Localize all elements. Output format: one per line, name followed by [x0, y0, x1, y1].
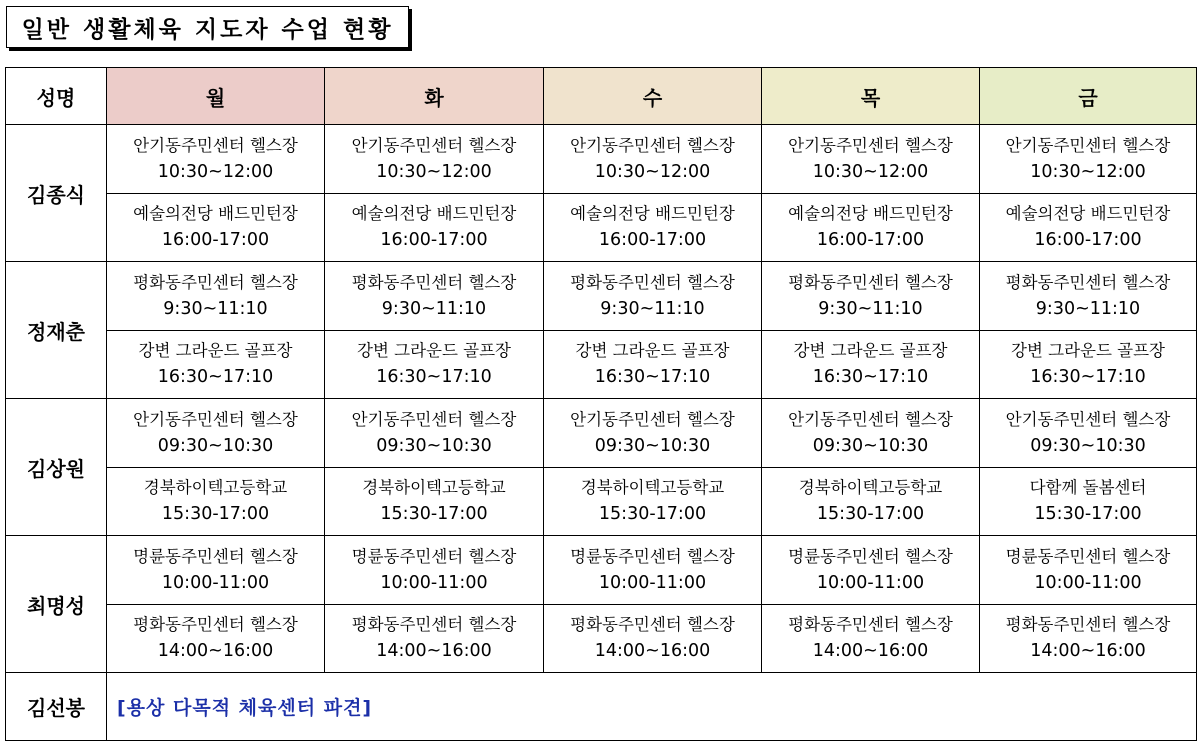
class-slot [544, 399, 762, 468]
slot-place: 강변 그라운드 골프장 [575, 341, 730, 361]
class-slot [107, 399, 325, 468]
class-slot [762, 330, 980, 399]
page-title: 일반 생활체육 지도자 수업 현황 [21, 16, 394, 43]
instructor-name: 김선봉 [6, 673, 107, 741]
slot-time: 16:00-17:00 [161, 230, 270, 251]
slot-time: 09:30~10:30 [157, 435, 274, 456]
slot-time: 16:00-17:00 [1034, 230, 1142, 251]
slot-place: 예술의전당 배드민턴장 [133, 204, 298, 224]
slot-time: 16:30~17:10 [812, 367, 929, 388]
class-slot [980, 262, 1197, 331]
class-slot [762, 262, 980, 331]
slot-time: 10:00-11:00 [598, 572, 707, 593]
slot-time: 16:00-17:00 [598, 230, 707, 251]
class-slot [325, 467, 544, 536]
schedule-row [6, 125, 1197, 194]
slot-time: 09:30~10:30 [812, 435, 929, 456]
slot-place: 경북하이텍고등학교 [798, 478, 943, 498]
slot-time: 10:30~12:00 [376, 161, 492, 182]
class-slot [325, 604, 544, 673]
slot-place: 평화동주민센터 헬스장 [351, 615, 517, 635]
slot-time: 16:30~17:10 [594, 367, 711, 388]
slot-time: 10:00-11:00 [1034, 572, 1142, 593]
slot-time: 14:00~16:00 [594, 641, 711, 662]
instructor-name: 최명성 [6, 536, 107, 673]
slot-place: 안기동주민센터 헬스장 [570, 135, 735, 155]
slot-place: 경북하이텍고등학교 [580, 478, 725, 498]
class-slot [325, 536, 544, 605]
slot-place: 강변 그라운드 골프장 [138, 341, 293, 361]
class-slot [107, 330, 325, 399]
slot-time: 9:30~11:10 [818, 298, 923, 319]
slot-place: 평화동주민센터 헬스장 [133, 615, 298, 635]
class-slot [762, 467, 980, 536]
slot-time: 14:00~16:00 [812, 641, 929, 662]
slot-place: 강변 그라운드 골프장 [1011, 341, 1165, 361]
instructor-name: 김상원 [6, 399, 107, 536]
class-slot [325, 193, 544, 262]
class-slot [980, 330, 1197, 399]
slot-place: 명륜동주민센터 헬스장 [570, 546, 735, 566]
slot-time: 9:30~11:10 [1035, 298, 1141, 319]
slot-time: 9:30~11:10 [381, 298, 487, 319]
schedule-row [6, 536, 1197, 605]
slot-place: 안기동주민센터 헬스장 [1005, 135, 1171, 155]
header-day-tue: 화 [325, 68, 544, 125]
header-day-thu: 목 [762, 68, 980, 125]
slot-time: 15:30-17:00 [598, 504, 707, 525]
class-slot [762, 125, 980, 194]
class-slot [544, 604, 762, 673]
slot-time: 10:00-11:00 [161, 572, 270, 593]
note-row [6, 673, 1197, 741]
slot-place: 평화동주민센터 헬스장 [1005, 615, 1171, 635]
slot-place: 안기동주민센터 헬스장 [788, 135, 953, 155]
slot-place: 안기동주민센터 헬스장 [1005, 409, 1171, 429]
class-slot [325, 330, 544, 399]
slot-place: 안기동주민센터 헬스장 [570, 409, 735, 429]
slot-place: 예술의전당 배드민턴장 [570, 204, 735, 224]
slot-time: 9:30~11:10 [600, 298, 705, 319]
slot-place: 예술의전당 배드민턴장 [1005, 204, 1171, 224]
slot-time: 10:30~12:00 [594, 161, 711, 182]
class-slot [980, 125, 1197, 194]
header-day-fri: 금 [980, 68, 1197, 125]
class-slot [107, 262, 325, 331]
slot-time: 09:30~10:30 [594, 435, 711, 456]
class-slot [544, 536, 762, 605]
class-slot [544, 193, 762, 262]
class-slot [325, 399, 544, 468]
schedule-body [6, 125, 1197, 741]
slot-place: 평화동주민센터 헬스장 [1005, 272, 1171, 292]
schedule-row [6, 467, 1197, 536]
class-slot [980, 467, 1197, 536]
slot-time: 10:30~12:00 [812, 161, 929, 182]
slot-place: 평화동주민센터 헬스장 [570, 272, 735, 292]
slot-place: 예술의전당 배드민턴장 [788, 204, 953, 224]
slot-place: 명륜동주민센터 헬스장 [1005, 546, 1171, 566]
slot-place: 평화동주민센터 헬스장 [788, 615, 953, 635]
slot-time: 15:30-17:00 [380, 504, 488, 525]
slot-place: 평화동주민센터 헬스장 [351, 272, 517, 292]
header-row [6, 68, 1197, 125]
slot-time: 10:30~12:00 [1030, 161, 1146, 182]
slot-time: 09:30~10:30 [1030, 435, 1146, 456]
class-slot [980, 399, 1197, 468]
slot-place: 안기동주민센터 헬스장 [133, 135, 298, 155]
class-slot [107, 125, 325, 194]
class-slot [107, 536, 325, 605]
class-slot [980, 604, 1197, 673]
slot-time: 14:00~16:00 [157, 641, 274, 662]
slot-place: 평화동주민센터 헬스장 [788, 272, 953, 292]
slot-time: 16:00-17:00 [816, 230, 925, 251]
class-slot [325, 262, 544, 331]
class-slot [544, 262, 762, 331]
slot-place: 명륜동주민센터 헬스장 [788, 546, 953, 566]
dispatch-note: [용상 다목적 체육센터 파견] [107, 673, 1197, 741]
slot-place: 안기동주민센터 헬스장 [133, 409, 298, 429]
slot-place: 안기동주민센터 헬스장 [351, 409, 517, 429]
class-slot [980, 536, 1197, 605]
slot-place: 예술의전당 배드민턴장 [351, 204, 517, 224]
instructor-name: 김종식 [6, 125, 107, 262]
class-slot [762, 536, 980, 605]
class-slot [762, 399, 980, 468]
slot-place: 다함께 돌봄센터 [1029, 478, 1147, 498]
class-slot [107, 193, 325, 262]
slot-place: 명륜동주민센터 헬스장 [133, 546, 298, 566]
slot-time: 9:30~11:10 [163, 298, 268, 319]
slot-time: 15:30-17:00 [816, 504, 925, 525]
slot-time: 10:00-11:00 [380, 572, 488, 593]
slot-time: 15:30-17:00 [161, 504, 270, 525]
schedule-table [5, 67, 1197, 741]
class-slot [107, 467, 325, 536]
slot-time: 16:00-17:00 [380, 230, 488, 251]
slot-place: 경북하이텍고등학교 [362, 478, 506, 498]
schedule-row [6, 604, 1197, 673]
schedule-row [6, 262, 1197, 331]
slot-time: 16:30~17:10 [1030, 367, 1146, 388]
page-title-box [6, 6, 409, 48]
slot-time: 09:30~10:30 [376, 435, 492, 456]
class-slot [544, 467, 762, 536]
slot-place: 안기동주민센터 헬스장 [788, 409, 953, 429]
class-slot [107, 604, 325, 673]
header-day-wed: 수 [544, 68, 762, 125]
slot-time: 10:30~12:00 [157, 161, 274, 182]
slot-time: 15:30-17:00 [1034, 504, 1142, 525]
slot-place: 명륜동주민센터 헬스장 [351, 546, 517, 566]
slot-place: 강변 그라운드 골프장 [793, 341, 948, 361]
slot-time: 14:00~16:00 [376, 641, 492, 662]
class-slot [762, 193, 980, 262]
slot-place: 안기동주민센터 헬스장 [351, 135, 517, 155]
slot-time: 14:00~16:00 [1030, 641, 1146, 662]
schedule-row [6, 193, 1197, 262]
slot-place: 강변 그라운드 골프장 [357, 341, 511, 361]
slot-time: 16:30~17:10 [376, 367, 492, 388]
slot-place: 경북하이텍고등학교 [143, 478, 288, 498]
class-slot [325, 125, 544, 194]
class-slot [980, 193, 1197, 262]
slot-place: 평화동주민센터 헬스장 [133, 272, 298, 292]
schedule-row [6, 330, 1197, 399]
schedule-row [6, 399, 1197, 468]
class-slot [544, 125, 762, 194]
class-slot [762, 604, 980, 673]
slot-time: 10:00-11:00 [816, 572, 925, 593]
header-name-cell: 성명 [6, 68, 107, 125]
slot-time: 16:30~17:10 [157, 367, 274, 388]
instructor-name: 정재춘 [6, 262, 107, 399]
class-slot [544, 330, 762, 399]
slot-place: 평화동주민센터 헬스장 [570, 615, 735, 635]
header-day-mon: 월 [107, 68, 325, 125]
